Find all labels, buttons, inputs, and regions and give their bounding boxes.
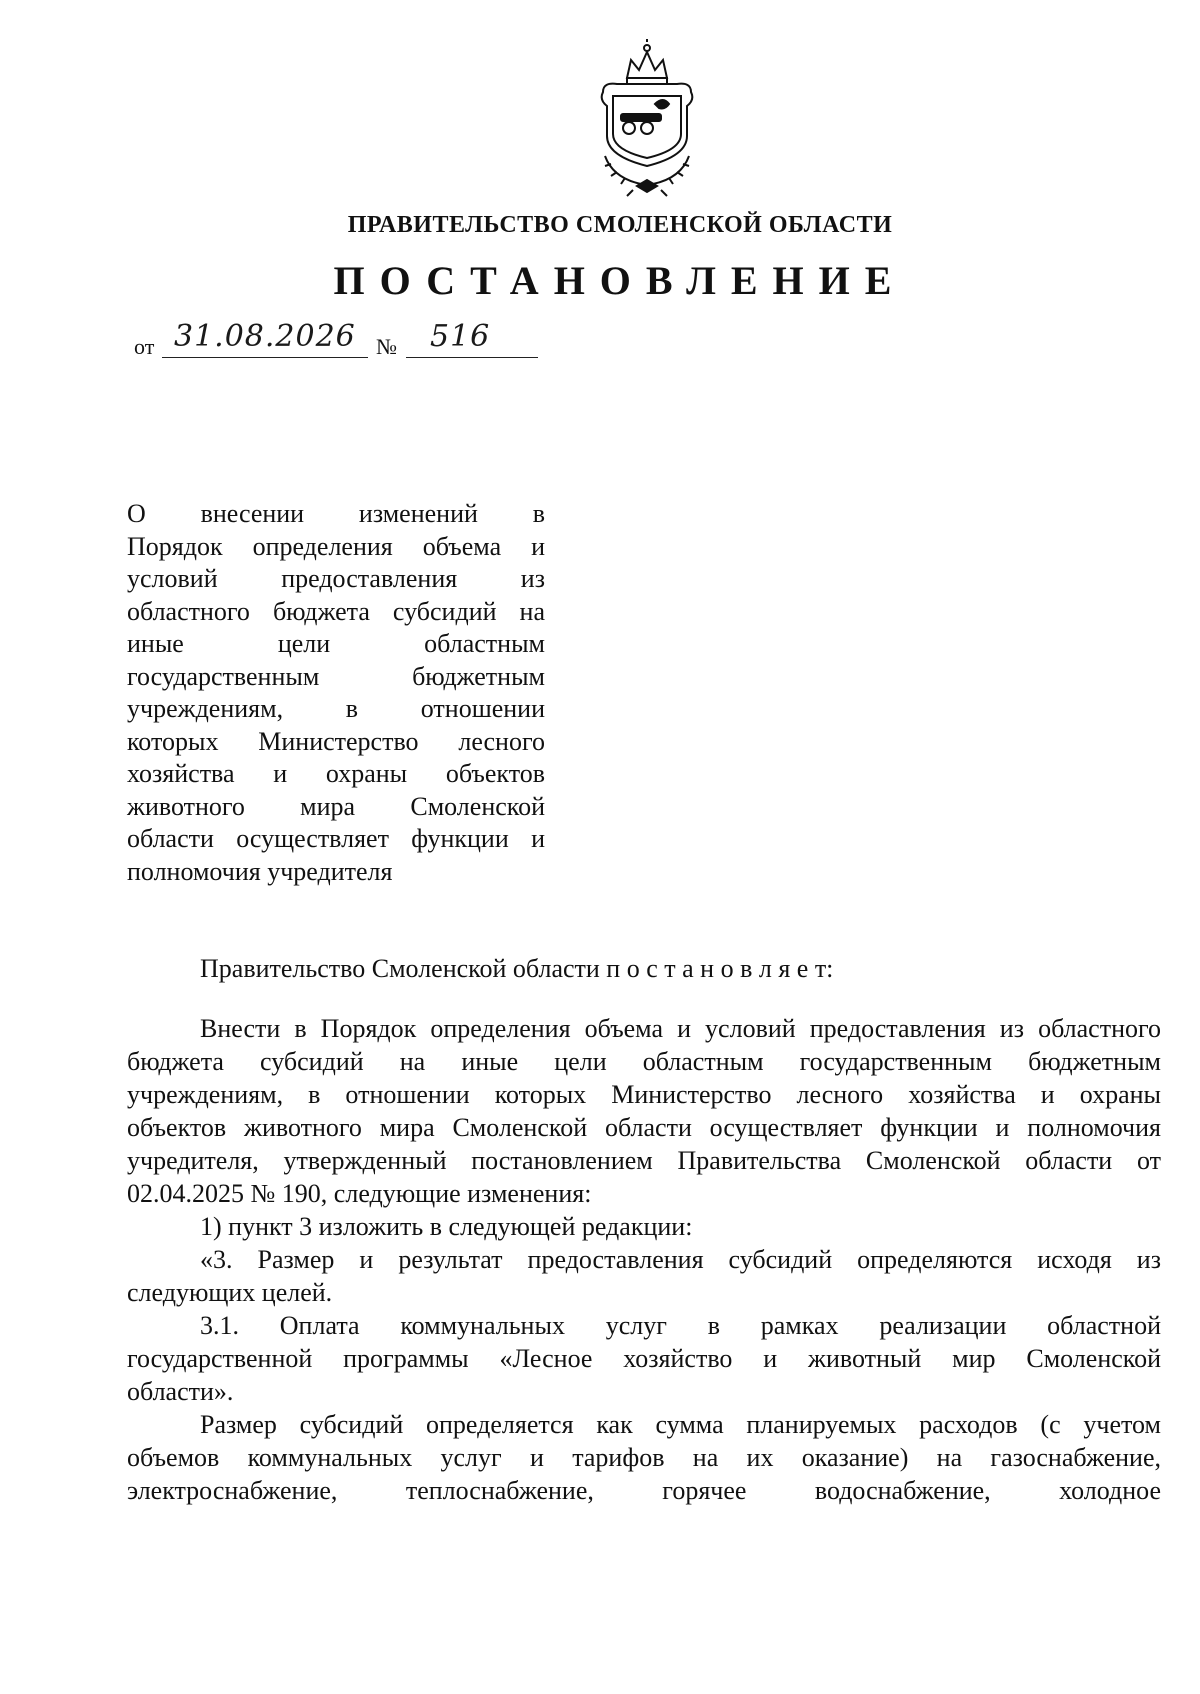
coat-of-arms-emblem xyxy=(583,38,711,198)
subject-line: условий предоставления из xyxy=(127,564,545,593)
body-line: «3. Размер и результат предоставления субсидий определяются исходя из xyxy=(200,1245,1161,1274)
body-line: объемов коммунальных услуг и тарифов на их оказание) на газоснабжение, xyxy=(127,1443,1161,1472)
body-line: следующих целей. xyxy=(127,1278,333,1307)
decree-statement: Правительство Смоленской области п о с т а н о в л я е т: xyxy=(200,954,834,983)
body-line: области». xyxy=(127,1377,234,1406)
body-line: Размер субсидий определяется как сумма планируемых расходов (с учетом xyxy=(200,1410,1161,1439)
date-number-line xyxy=(134,319,574,364)
subject-line: областного бюджета субсидий на xyxy=(127,596,545,626)
body-line: учредителя, утвержденный постановлением Правительства Смоленской области от xyxy=(127,1146,1161,1175)
body-line: учреждениям, в отношении которых Министерство лесного хозяйства и охраны xyxy=(127,1080,1161,1109)
body-line: электроснабжение, теплоснабжение, горячее водоснабжение, холодное xyxy=(127,1476,1161,1505)
subject-line: учреждениям, в отношении xyxy=(127,694,545,723)
subject-line: животного мира Смоленской xyxy=(127,791,545,821)
from-label: от xyxy=(134,334,155,359)
subject-line: иные цели областным xyxy=(127,629,545,658)
subject-line: области осуществляет функции и xyxy=(127,824,545,853)
subject-line: государственным бюджетным xyxy=(127,661,545,691)
body-line: Внести в Порядок определения объема и условий предоставления из областного xyxy=(200,1014,1161,1043)
document-subject xyxy=(127,498,545,888)
subject-line: хозяйства и охраны объектов xyxy=(127,759,545,788)
document-type-title: ПОСТАНОВЛЕНИЕ xyxy=(333,258,907,303)
subject-line: которых Министерство лесного xyxy=(127,726,545,756)
subject-line: Порядок определения объема и xyxy=(127,531,545,561)
issuing-authority: ПРАВИТЕЛЬСТВО СМОЛЕНСКОЙ ОБЛАСТИ xyxy=(347,212,893,238)
body-line: объектов животного мира Смоленской области осуществляет функции и полномочия xyxy=(127,1113,1161,1142)
body-line: 02.04.2025 № 190, следующие изменения: xyxy=(127,1179,592,1208)
body-line: 1) пункт 3 изложить в следующей редакции: xyxy=(200,1212,693,1241)
subject-line: О внесении изменений в xyxy=(127,499,545,528)
number-label: № xyxy=(376,334,397,359)
body-line: 3.1. Оплата коммунальных услуг в рамках реализации областной xyxy=(200,1311,1161,1340)
handwritten-date: 31.08.2026 xyxy=(174,319,356,354)
subject-line: полномочия учредителя xyxy=(127,856,393,886)
body-line: бюджета субсидий на иные цели областным государственным бюджетным xyxy=(127,1047,1161,1076)
handwritten-number: 516 xyxy=(430,319,491,354)
document-body xyxy=(127,1012,1161,1507)
body-line: государственной программы «Лесное хозяйство и животный мир Смоленской xyxy=(127,1344,1161,1373)
